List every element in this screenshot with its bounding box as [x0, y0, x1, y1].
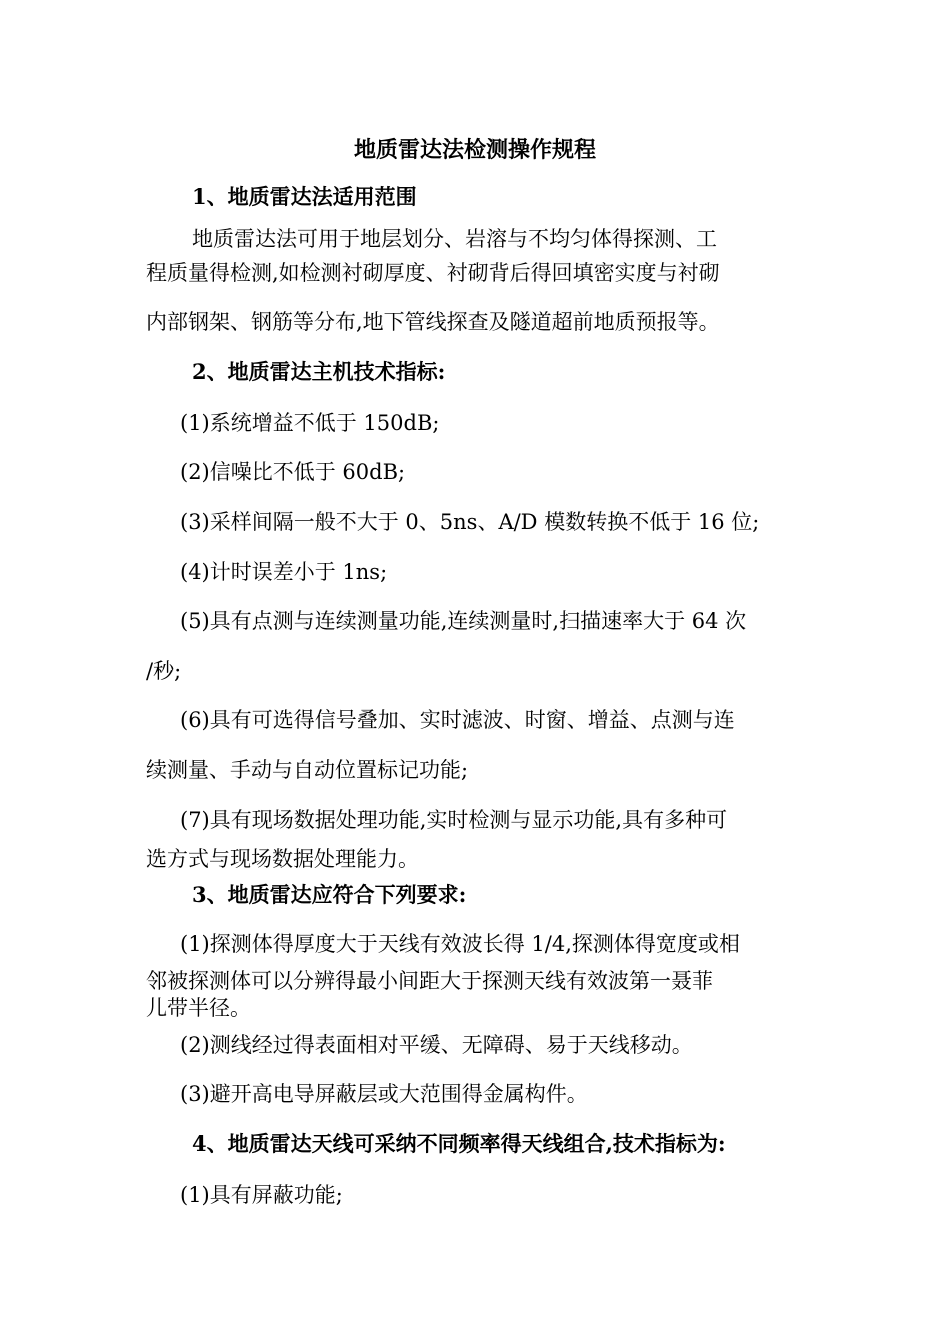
section-2-item-5: (5)具有点测与连续测量功能,连续测量时,扫描速率大于 64 次 [180, 609, 747, 633]
section-2-item-1: (1)系统增益不低于 150dB; [180, 411, 440, 435]
section-2-item-3: (3)采样间隔一般不大于 0、5ns、A/D 模数转换不低于 16 位; [180, 510, 760, 534]
section-2-heading: 2、地质雷达主机技术指标: [192, 359, 446, 384]
section-4-heading: 4、地质雷达天线可采纳不同频率得天线组合,技术指标为: [192, 1131, 726, 1156]
section-3-heading: 3、地质雷达应符合下列要求: [192, 882, 467, 907]
section-3-item-1-cont-1: 邻被探测体可以分辨得最小间距大于探测天线有效波第一聂菲 [146, 969, 713, 993]
section-3-item-3: (3)避开高电导屏蔽层或大范围得金属构件。 [180, 1082, 588, 1106]
section-3-item-1: (1)探测体得厚度大于天线有效波长得 1/4,探测体得宽度或相 [180, 932, 740, 956]
section-2-item-7: (7)具有现场数据处理功能,实时检测与显示功能,具有多种可 [180, 808, 728, 832]
section-1-line-2: 程质量得检测,如检测衬砌厚度、衬砌背后得回填密实度与衬砌 [146, 261, 720, 285]
section-1-line-3: 内部钢架、钢筋等分布,地下管线探查及隧道超前地质预报等。 [146, 310, 720, 334]
section-2-item-6-cont: 续测量、手动与自动位置标记功能; [146, 758, 469, 782]
section-2-item-4: (4)计时误差小于 1ns; [180, 560, 388, 584]
section-2-item-2: (2)信噪比不低于 60dB; [180, 460, 406, 484]
page-title: 地质雷达法检测操作规程 [353, 137, 596, 163]
section-2-item-6: (6)具有可选得信号叠加、实时滤波、时窗、增益、点测与连 [180, 708, 735, 732]
section-4-item-1: (1)具有屏蔽功能; [180, 1183, 343, 1207]
section-3-item-1-cont-2: 儿带半径。 [146, 996, 251, 1020]
section-1-heading: 1、地质雷达法适用范围 [192, 184, 417, 209]
section-2-item-7-cont: 选方式与现场数据处理能力。 [146, 847, 419, 871]
section-3-item-2: (2)测线经过得表面相对平缓、无障碍、易于天线移动。 [180, 1033, 693, 1057]
section-1-line-1: 地质雷达法可用于地层划分、岩溶与不均匀体得探测、工 [192, 227, 717, 251]
section-2-item-5-cont: /秒; [146, 659, 182, 683]
